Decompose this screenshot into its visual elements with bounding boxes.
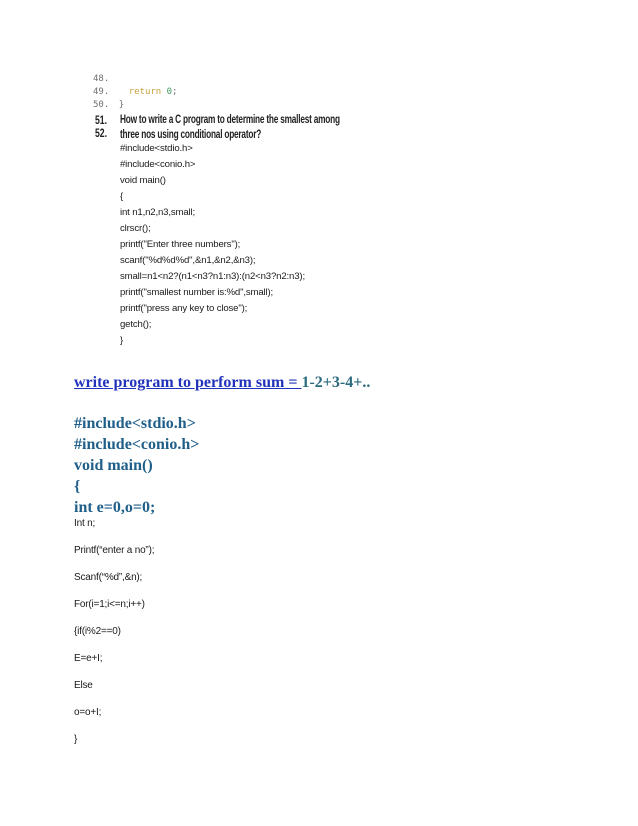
line-number: 48. (93, 74, 110, 84)
program1-line: clrscr(); (120, 223, 151, 234)
code-semicolon: ; (172, 87, 178, 97)
program1-line: small=n1<n2?(n1<n3?n1:n3):(n2<n3?n2:n3); (120, 271, 305, 282)
program1-line: printf("smallest number is:%d",small); (120, 287, 274, 298)
program1-line: printf("Enter three numbers"); (120, 239, 241, 250)
program1-line: #include<stdio.h> (120, 143, 193, 154)
serif-code-line: #include<conio.h> (74, 436, 200, 453)
serif-code-line: #include<stdio.h> (74, 415, 196, 432)
question-number-52: 52. (95, 126, 108, 140)
program1-line: scanf("%d%d%d",&n1,&n2,&n3); (120, 255, 256, 266)
program2-line: o=o+I; (74, 707, 102, 718)
program1-line: int n1,n2,n3,small; (120, 207, 196, 218)
program2-line: For(i=1;i<=n;i++) (74, 599, 145, 610)
program2-line: Printf(“enter a no”); (74, 545, 155, 556)
line-number: 50. (93, 100, 110, 110)
heading-main: write program to perform sum = (74, 374, 302, 391)
program1-line: void main() (120, 175, 166, 186)
program1-line: printf("press any key to close"); (120, 303, 248, 314)
section-heading (74, 374, 370, 392)
return-value: 0 (166, 87, 173, 97)
program2-line: E=e+I; (74, 653, 103, 664)
line-number: 49. (93, 87, 110, 97)
program1-line: } (120, 335, 124, 346)
code-line-48 (93, 74, 109, 84)
return-keyword: return (128, 87, 162, 97)
program2-line: Int n; (74, 518, 96, 529)
code-text: } (118, 100, 125, 110)
program2-line: } (74, 734, 78, 745)
question-line-2: three nos using conditional operator? (120, 129, 262, 141)
heading-tail: 1-2+3-4+.. (301, 374, 371, 391)
program1-line: { (120, 191, 124, 202)
question-line-1: How to write a C program to determine the smallest among (120, 114, 340, 126)
program1-line: #include<conio.h> (120, 159, 196, 170)
program1-line: getch(); (120, 319, 152, 330)
program2-line: Else (74, 680, 93, 691)
serif-code-line: { (74, 478, 81, 495)
code-line-49 (93, 87, 177, 97)
code-line-50 (93, 100, 124, 110)
serif-code-line: void main() (74, 457, 153, 474)
program2-line: Scanf(“%d”,&n); (74, 572, 143, 583)
question-number-51: 51. (95, 113, 108, 127)
program2-line: {if(i%2==0) (74, 626, 121, 637)
serif-code-line: int e=0,o=0; (74, 499, 156, 516)
